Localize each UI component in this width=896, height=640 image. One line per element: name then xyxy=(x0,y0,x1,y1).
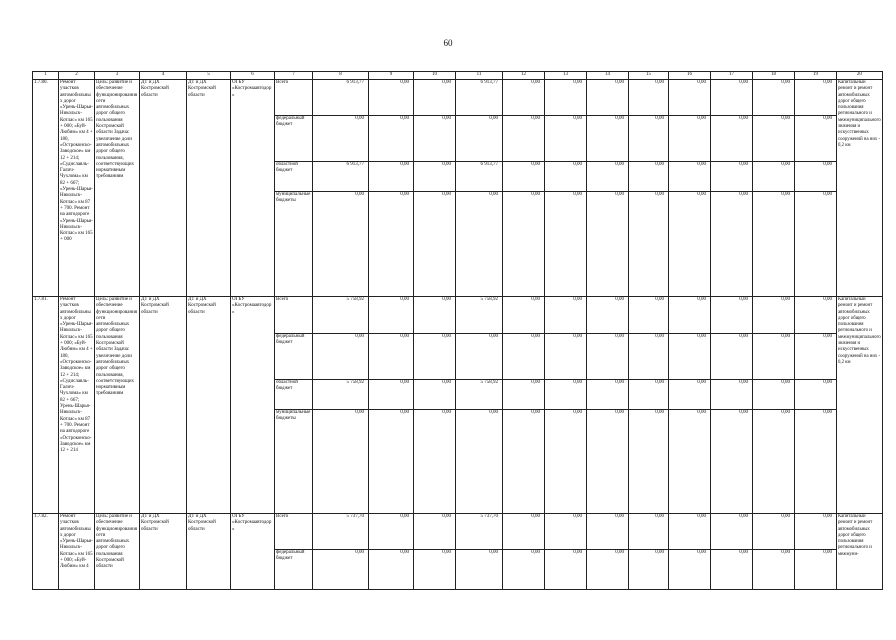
amount-cell: 0,00 xyxy=(669,550,711,590)
column-number: 9 xyxy=(369,72,414,80)
amount-cell: 0,00 xyxy=(753,297,795,334)
amount-cell: 0,00 xyxy=(369,297,414,334)
amount-cell: 0,00 xyxy=(669,380,711,410)
amount-cell: 0,00 xyxy=(711,550,753,590)
amount-cell: 0,00 xyxy=(669,334,711,380)
amount-cell: 0,00 xyxy=(369,192,414,297)
column-number: 12 xyxy=(503,72,545,80)
item-responsible: ОГБУ «Костромаавтодор» xyxy=(231,80,275,297)
amount-cell: 0,00 xyxy=(503,116,545,162)
amount-cell: 0,00 xyxy=(503,334,545,380)
amount-cell: 0,00 xyxy=(629,162,669,192)
amount-cell: 0,00 xyxy=(369,380,414,410)
column-number: 20 xyxy=(837,72,883,80)
amount-cell: 0,00 xyxy=(414,514,456,550)
amount-cell: 0,00 xyxy=(545,116,587,162)
amount-cell: 0,00 xyxy=(369,116,414,162)
funding-source: федеральный бюджет xyxy=(275,550,313,590)
amount-cell: 0,00 xyxy=(369,162,414,192)
item-coexecutor: ДТ и ДХ Костромской области xyxy=(187,80,231,297)
amount-cell: 0,00 xyxy=(795,192,837,297)
funding-source: муниципальные бюджеты xyxy=(275,410,313,514)
amount-cell: 0,00 xyxy=(753,380,795,410)
amount-cell: 0,00 xyxy=(313,550,369,590)
item-goal: Цель: развитие и обеспечение функционирования сети автомобильных дорог общего пользования Костромской области Задача: увеличение доли автомобильных дорог общего пользования, соответствующих нормативным требованиям xyxy=(95,80,140,297)
amount-cell: 0,00 xyxy=(545,162,587,192)
amount-cell: 0,00 xyxy=(503,550,545,590)
item-name: Ремонт участков автомобильных дорог «Урень-Шарья-Никольск-Котлас» км 165 + 000; «Буй-Любим» км 4 + 180, «Остроконско-Заводское» км 12 + 214; «Судиславль-Галич-Чухлома» км 82 + 667; «Урень-Шарья-Никольск-Котлас» км 87 + 700. Ремонт на автодороге «Урень-Шарья-Никольск-Котлас» км 165 + 000 xyxy=(59,80,95,297)
amount-cell: 0,00 xyxy=(711,297,753,334)
amount-cell: 0,00 xyxy=(414,297,456,334)
column-number: 3 xyxy=(95,72,140,80)
funding-source: областной бюджет xyxy=(275,162,313,192)
column-number: 15 xyxy=(629,72,669,80)
amount-cell: 0,00 xyxy=(669,192,711,297)
amount-cell: 0,00 xyxy=(587,297,629,334)
amount-cell: 0,00 xyxy=(369,550,414,590)
column-number: 14 xyxy=(587,72,629,80)
amount-cell: 0,00 xyxy=(753,550,795,590)
page-number: 60 xyxy=(443,38,453,48)
amount-cell: 0,00 xyxy=(503,514,545,550)
amount-cell: 0,00 xyxy=(795,162,837,192)
amount-cell: 0,00 xyxy=(587,192,629,297)
amount-cell: 0,00 xyxy=(711,380,753,410)
amount-cell: 0,00 xyxy=(669,80,711,116)
column-number: 7 xyxy=(275,72,313,80)
amount-cell: 0,00 xyxy=(795,80,837,116)
amount-cell: 0,00 xyxy=(369,80,414,116)
amount-cell: 0,00 xyxy=(795,514,837,550)
column-number: 13 xyxy=(545,72,587,80)
amount-cell: 0,00 xyxy=(711,162,753,192)
amount-cell: 0,00 xyxy=(545,334,587,380)
amount-cell: 0,00 xyxy=(503,380,545,410)
amount-cell: 0,00 xyxy=(795,116,837,162)
amount-cell: 0,00 xyxy=(545,380,587,410)
table-row xyxy=(33,297,883,334)
amount-cell: 0,00 xyxy=(629,334,669,380)
item-executor: ДТ и ДХ Костромской области xyxy=(140,80,187,297)
amount-cell: 0,00 xyxy=(414,550,456,590)
amount-cell: 0,00 xyxy=(711,192,753,297)
amount-cell: 0,00 xyxy=(753,334,795,380)
column-number: 5 xyxy=(187,72,231,80)
amount-cell: 0,00 xyxy=(795,550,837,590)
amount-cell: 5 758,92 xyxy=(313,297,369,334)
funding-source: муниципальные бюджеты xyxy=(275,192,313,297)
column-number: 11 xyxy=(456,72,503,80)
amount-cell: 6 913,77 xyxy=(313,80,369,116)
amount-cell: 0,00 xyxy=(414,334,456,380)
amount-cell: 0,00 xyxy=(753,80,795,116)
amount-cell: 0,00 xyxy=(795,410,837,514)
amount-cell: 0,00 xyxy=(456,192,503,297)
funding-source: Всего xyxy=(275,80,313,116)
amount-cell: 0,00 xyxy=(414,80,456,116)
column-number: 6 xyxy=(231,72,275,80)
amount-cell: 0,00 xyxy=(456,410,503,514)
amount-cell: 0,00 xyxy=(629,410,669,514)
amount-cell: 6 913,77 xyxy=(313,162,369,192)
amount-cell: 0,00 xyxy=(587,380,629,410)
amount-cell: 0,00 xyxy=(414,116,456,162)
item-responsible: ОГБУ «Костромаавтодор» xyxy=(231,514,275,590)
amount-cell: 0,00 xyxy=(313,410,369,514)
item-result: Капитальный ремонт и ремонт автомобильных дорог общего пользования регионального и межмуниципального значения и искусственных сооружений на них - 0,2 км xyxy=(837,80,883,297)
amount-cell: 0,00 xyxy=(711,410,753,514)
amount-cell: 0,00 xyxy=(313,334,369,380)
amount-cell: 0,00 xyxy=(669,162,711,192)
amount-cell: 0,00 xyxy=(369,410,414,514)
amount-cell: 0,00 xyxy=(753,116,795,162)
column-number: 10 xyxy=(414,72,456,80)
amount-cell: 0,00 xyxy=(629,514,669,550)
amount-cell: 0,00 xyxy=(629,550,669,590)
amount-cell: 0,00 xyxy=(587,116,629,162)
amount-cell: 0,00 xyxy=(313,192,369,297)
amount-cell: 0,00 xyxy=(456,550,503,590)
item-executor: ДТ и ДХ Костромской области xyxy=(140,297,187,514)
amount-cell: 0,00 xyxy=(587,550,629,590)
amount-cell: 6 913,77 xyxy=(456,162,503,192)
amount-cell: 0,00 xyxy=(587,162,629,192)
amount-cell: 0,00 xyxy=(369,334,414,380)
amount-cell: 0,00 xyxy=(503,80,545,116)
amount-cell: 0,00 xyxy=(711,80,753,116)
amount-cell: 0,00 xyxy=(587,514,629,550)
item-name: Ремонт участков автомобильных дорог «Урень-Шарья-Никольск-Котлас» км 165 + 000; «Буй-Любим» км 4 xyxy=(59,514,95,590)
amount-cell: 5 758,92 xyxy=(456,380,503,410)
amount-cell: 5 758,92 xyxy=(456,297,503,334)
amount-cell: 0,00 xyxy=(711,116,753,162)
amount-cell: 0,00 xyxy=(587,410,629,514)
amount-cell: 0,00 xyxy=(414,192,456,297)
amount-cell: 0,00 xyxy=(587,80,629,116)
item-responsible: ОГБУ «Костромаавтодор» xyxy=(231,297,275,514)
amount-cell: 0,00 xyxy=(503,162,545,192)
column-number: 8 xyxy=(313,72,369,80)
table-row xyxy=(33,80,883,116)
column-number: 19 xyxy=(795,72,837,80)
item-coexecutor: ДТ и ДХ Костромской области xyxy=(187,297,231,514)
amount-cell: 0,00 xyxy=(753,514,795,550)
item-id: 1.7.80. xyxy=(33,80,59,297)
funding-source: федеральный бюджет xyxy=(275,116,313,162)
amount-cell: 0,00 xyxy=(545,514,587,550)
amount-cell: 0,00 xyxy=(795,380,837,410)
funding-source: Всего xyxy=(275,297,313,334)
amount-cell: 0,00 xyxy=(587,334,629,380)
amount-cell: 0,00 xyxy=(711,334,753,380)
item-goal: Цель: развитие и обеспечение функционирования сети автомобильных дорог общего пользования Костромской области xyxy=(95,514,140,590)
amount-cell: 0,00 xyxy=(503,297,545,334)
item-id: 1.7.82. xyxy=(33,514,59,590)
amount-cell: 0,00 xyxy=(503,410,545,514)
column-number-row xyxy=(33,72,883,80)
amount-cell: 5 737,70 xyxy=(456,514,503,550)
column-number: 1 xyxy=(33,72,59,80)
amount-cell: 0,00 xyxy=(629,192,669,297)
amount-cell: 0,00 xyxy=(711,514,753,550)
amount-cell: 0,00 xyxy=(545,410,587,514)
funding-source: федеральный бюджет xyxy=(275,334,313,380)
item-coexecutor: ДТ и ДХ Костромской области xyxy=(187,514,231,590)
table-row xyxy=(33,514,883,550)
funding-source: областной бюджет xyxy=(275,380,313,410)
amount-cell: 0,00 xyxy=(795,297,837,334)
amount-cell: 0,00 xyxy=(545,297,587,334)
amount-cell: 0,00 xyxy=(669,514,711,550)
amount-cell: 0,00 xyxy=(545,192,587,297)
item-executor: ДТ и ДХ Костромской области xyxy=(140,514,187,590)
amount-cell: 0,00 xyxy=(753,162,795,192)
item-result: Капитальный ремонт и ремонт автомобильных дорог общего пользования регионального и межмуни- xyxy=(837,514,883,590)
item-goal: Цель: развитие и обеспечение функционирования сети автомобильных дорог общего пользования Костромской области Задача: увеличение доли автомобильных дорог общего пользования, соответствующих нормативным требованиям xyxy=(95,297,140,514)
item-name: Ремонт участков автомобильных дорог «Урень-Шарья-Никольск-Котлас» км 165 + 000; «Буй-Любим» км 4 + 180, «Остроконско-Заводское» км 12 + 214; «Судиславль-Галич-Чухлома» км 82 + 667; Урень-Шарья-Никольск-Котлас» км 87 + 700. Ремонт на автодороге «Остроконско-Заводское» км 12 + 214 xyxy=(59,297,95,514)
item-id: 1.7.81. xyxy=(33,297,59,514)
amount-cell: 0,00 xyxy=(629,116,669,162)
amount-cell: 0,00 xyxy=(369,514,414,550)
amount-cell: 0,00 xyxy=(669,297,711,334)
amount-cell: 0,00 xyxy=(503,192,545,297)
amount-cell: 0,00 xyxy=(629,380,669,410)
amount-cell: 6 913,77 xyxy=(456,80,503,116)
budget-table xyxy=(32,71,883,590)
amount-cell: 0,00 xyxy=(313,116,369,162)
column-number: 16 xyxy=(669,72,711,80)
column-number: 17 xyxy=(711,72,753,80)
amount-cell: 0,00 xyxy=(414,162,456,192)
amount-cell: 0,00 xyxy=(414,410,456,514)
amount-cell: 0,00 xyxy=(795,334,837,380)
item-result: Капитальный ремонт и ремонт автомобильных дорог общего пользования регионального и межмуниципального значения и искусственных сооружений на них - 0,2 км xyxy=(837,297,883,514)
amount-cell: 0,00 xyxy=(669,410,711,514)
amount-cell: 0,00 xyxy=(414,380,456,410)
amount-cell: 0,00 xyxy=(753,410,795,514)
column-number: 2 xyxy=(59,72,95,80)
amount-cell: 0,00 xyxy=(753,192,795,297)
amount-cell: 5 758,92 xyxy=(313,380,369,410)
amount-cell: 0,00 xyxy=(456,116,503,162)
amount-cell: 0,00 xyxy=(545,80,587,116)
amount-cell: 0,00 xyxy=(629,80,669,116)
amount-cell: 0,00 xyxy=(456,334,503,380)
column-number: 18 xyxy=(753,72,795,80)
amount-cell: 0,00 xyxy=(545,550,587,590)
amount-cell: 0,00 xyxy=(629,297,669,334)
funding-source: Всего xyxy=(275,514,313,550)
amount-cell: 0,00 xyxy=(669,116,711,162)
amount-cell: 5 737,70 xyxy=(313,514,369,550)
column-number: 4 xyxy=(140,72,187,80)
